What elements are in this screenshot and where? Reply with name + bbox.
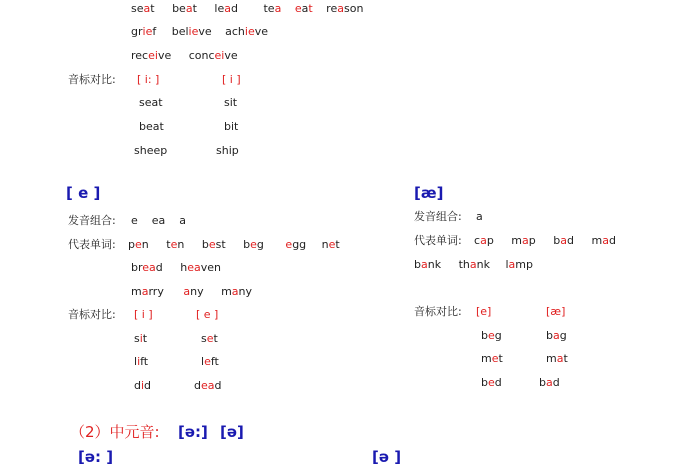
word-row-ie-2: grief believe achieve bbox=[131, 25, 269, 38]
bottom-ipa-long-schwa: [ə: ] bbox=[78, 448, 114, 466]
word-row-ei: receive conceive bbox=[131, 49, 238, 62]
pair-row-ae-3b: bad bbox=[539, 376, 560, 389]
words-label-e: 代表单词: bbox=[68, 238, 116, 251]
contrast-label-e: 音标对比: bbox=[68, 308, 116, 321]
contrast-label-ae: 音标对比: bbox=[414, 305, 462, 318]
pair-row-e-1b: set bbox=[201, 332, 218, 345]
combo-label-e: 发音组合: bbox=[68, 214, 116, 227]
word-row-ie-1: seat beat lead tea eat reason bbox=[131, 2, 364, 15]
combo-ae: a bbox=[476, 210, 483, 223]
word-row-e-1: pen ten best beg egg net bbox=[128, 238, 340, 251]
pair-row-e-2: lift bbox=[134, 355, 149, 368]
ipa-ae-right: [æ] bbox=[546, 305, 566, 318]
pair-row-e-1: sit bbox=[134, 332, 148, 345]
pair-word: sheep bbox=[134, 144, 168, 157]
pair-row-e-3: did bbox=[134, 379, 152, 392]
pair-row-ae-2b: mat bbox=[546, 352, 568, 365]
ipa-i-contrast: [ i ] bbox=[134, 308, 153, 321]
section-ipa-long-schwa: [ə:] bbox=[178, 423, 208, 441]
heading-ipa-ae: [æ] bbox=[414, 184, 444, 202]
section-ipa-schwa: [ə] bbox=[220, 423, 244, 441]
ipa-long-i: [ i: ] bbox=[137, 73, 160, 86]
words-label-ae: 代表单词: bbox=[414, 234, 462, 247]
word-row-e-2: bread heaven bbox=[131, 261, 222, 274]
ipa-e-contrast: [ e ] bbox=[196, 308, 219, 321]
pair-row-e-2b: left bbox=[201, 355, 219, 368]
pair-word: sit bbox=[224, 96, 238, 109]
ipa-short-i: [ i ] bbox=[222, 73, 241, 86]
ipa-e-right: [e] bbox=[476, 305, 492, 318]
word-row-ae-2: bank thank lamp bbox=[414, 258, 533, 271]
combo-e: e ea a bbox=[131, 214, 186, 227]
pair-row-ae-2: met bbox=[481, 352, 503, 365]
pair-row-ae-1: beg bbox=[481, 329, 502, 342]
pair-word: bit bbox=[224, 120, 239, 133]
pair-row-e-3b: dead bbox=[194, 379, 222, 392]
word-row-ae-1: cap map bad mad bbox=[474, 234, 616, 247]
pair-word: beat bbox=[139, 120, 164, 133]
pair-word: seat bbox=[139, 96, 163, 109]
combo-label-ae: 发音组合: bbox=[414, 210, 462, 223]
pair-row-ae-1b: bag bbox=[546, 329, 567, 342]
pair-word: ship bbox=[216, 144, 239, 157]
pair-row-ae-3: bed bbox=[481, 376, 502, 389]
section-title: （2）中元音: bbox=[70, 423, 160, 441]
word-row-e-3: marry any many bbox=[131, 285, 253, 298]
contrast-label-i: 音标对比: bbox=[68, 73, 116, 86]
bottom-ipa-schwa: [ə ] bbox=[372, 448, 402, 466]
heading-ipa-e: [ e ] bbox=[66, 184, 101, 202]
